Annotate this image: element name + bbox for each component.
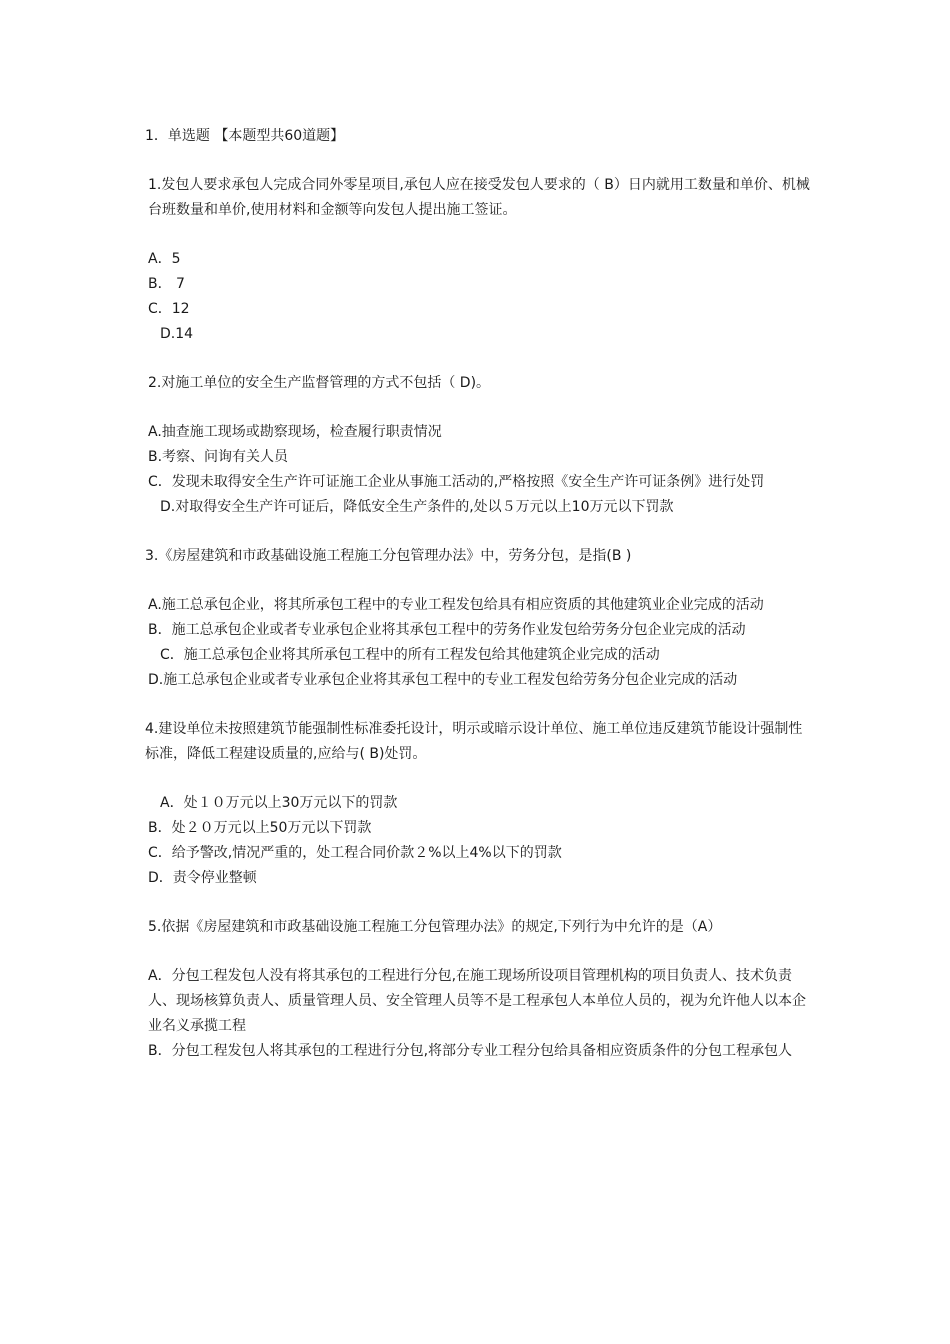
question-2-option-c: C．发现未取得安全生产许可证施工企业从事施工活动的,严格按照《安全生产许可证条例》进行处罚 [148,474,765,490]
question-4-stem: 4.建设单位未按照建筑节能强制性标准委托设计，明示或暗示设计单位、施工单位违反建筑节能设计强制性标准，降低工程建设质量的,应给与( B)处罚。 [145,721,803,762]
question-2-option-a: A.抽查施工现场或勘察现场，检查履行职责情况 [148,424,442,440]
question-1-option-a: A．5 [148,251,181,267]
question-4-option-a: A．处１０万元以上30万元以下的罚款 [160,795,398,811]
question-3-option-d: D.施工总承包企业或者专业承包企业将其承包工程中的专业工程发包给劳务分包企业完成的活动 [148,672,738,688]
question-1-stem: 1.发包人要求承包人完成合同外零星项目,承包人应在接受发包人要求的（ B）日内就用工数量和单价、机械台班数量和单价,使用材料和金额等向发包人提出施工签证。 [148,177,810,218]
question-5-option-b: B．分包工程发包人将其承包的工程进行分包,将部分专业工程分包给具备相应资质条件的分包工程承包人 [148,1043,793,1059]
section-header: 1．单选题 【本题型共60道题】 [145,128,345,144]
question-4-option-b: B．处２０万元以上50万元以下罚款 [148,820,372,836]
question-3-option-b: B．施工总承包企业或者专业承包企业将其承包工程中的劳务作业发包给劳务分包企业完成的活动 [148,622,746,638]
question-4-option-d: D．责令停业整顿 [148,870,257,886]
question-4-option-c: C．给予警改,情况严重的，处工程合同价款２%以上4%以下的罚款 [148,845,562,861]
question-1-option-d: D.14 [160,326,194,342]
question-3-option-a: A.施工总承包企业，将其所承包工程中的专业工程发包给具有相应资质的其他建筑业企业完成的活动 [148,597,764,613]
question-1-option-b: B． 7 [148,276,185,292]
question-2-option-d: D.对取得安全生产许可证后，降低安全生产条件的,处以５万元以上10万元以下罚款 [160,499,674,515]
question-5-stem: 5.依据《房屋建筑和市政基础设施工程施工分包管理办法》的规定,下列行为中允许的是（A） [148,919,722,935]
question-1-option-c: C．12 [148,301,190,317]
question-5-option-a: A．分包工程发包人没有将其承包的工程进行分包,在施工现场所设项目管理机构的项目负责人、技术负责人、现场核算负责人、质量管理人员、安全管理人员等不是工程承包人本单位人员的，视为允许他人以本企业名义承揽工程 [148,968,806,1034]
document-page [145,124,813,1064]
question-3-stem: 3.《房屋建筑和市政基础设施工程施工分包管理办法》中，劳务分包，是指(B ) [145,548,632,564]
question-2-stem: 2.对施工单位的安全生产监督管理的方式不包括（ D)。 [148,375,491,391]
question-2-option-b: B.考察、问询有关人员 [148,449,289,465]
question-3-option-c: C．施工总承包企业将其所承包工程中的所有工程发包给其他建筑企业完成的活动 [160,647,660,663]
